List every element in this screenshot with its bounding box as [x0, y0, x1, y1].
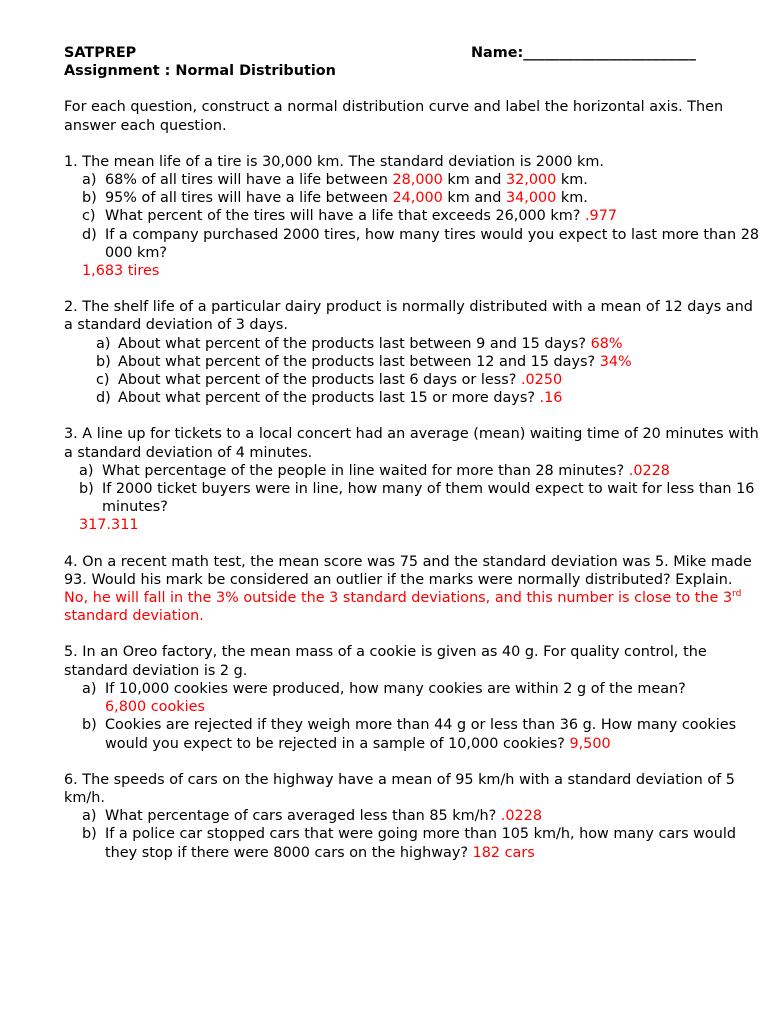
answer: 34,000: [505, 190, 557, 207]
item-text: [105, 716, 764, 752]
question-4-answer: [64, 589, 764, 625]
answer: .977: [584, 208, 618, 225]
answer: 9,500: [569, 735, 611, 752]
item-label: d): [96, 390, 111, 407]
question-2a: [64, 335, 764, 353]
question-6b: [64, 825, 764, 861]
item-label: a): [82, 172, 97, 189]
question-4-stem: 4. On a recent math test, the mean score was 75 and the standard deviation was 5. Mike made 93. Would his mark be considered an outlier if the marks were normally distributed? Explain.: [64, 553, 752, 588]
answer: 24,000: [392, 190, 443, 207]
question-2b: [64, 353, 764, 371]
item-label: a): [79, 462, 94, 479]
item-text: [102, 462, 764, 480]
text-part: km.: [556, 190, 588, 207]
question-3a: [64, 462, 764, 480]
item-label: b): [82, 826, 97, 843]
question-2d: [64, 389, 764, 407]
question-1d: [64, 226, 764, 262]
item-label: b): [96, 353, 111, 370]
answer-text: No, he will fall in the 3% outside the 3 standard deviations, and this number is close to the 3: [64, 590, 733, 607]
answer: 6,800 cookies: [105, 699, 205, 716]
question-5a: [64, 680, 764, 716]
text-part: What percentage of the people in line waited for more than 28 minutes?: [102, 462, 629, 479]
answer: 34%: [599, 353, 632, 370]
question-1b: [64, 189, 764, 207]
question-3b-answer: 317.311: [79, 517, 139, 534]
item-label: b): [82, 190, 97, 207]
question-3b: [64, 480, 764, 516]
item-label: d): [82, 226, 97, 243]
item-label: b): [79, 481, 94, 498]
instructions: For each question, construct a normal distribution curve and label the horizontal axis. Then answer each question.: [64, 99, 724, 134]
text-part: km and: [442, 172, 506, 189]
question-6: [64, 771, 764, 862]
item-label: a): [82, 808, 97, 825]
item-text: [118, 335, 764, 353]
question-1d-answer: 1,683 tires: [82, 263, 160, 280]
item-label: c): [82, 208, 96, 225]
answer: 68%: [590, 335, 623, 352]
item-text: [105, 680, 764, 716]
question-5-stem: 5. In an Oreo factory, the mean mass of a cookie is given as 40 g. For quality control, the standard deviation is 2 g.: [64, 644, 707, 679]
question-4: [64, 553, 764, 626]
item-text: [105, 207, 764, 225]
item-label: c): [96, 372, 110, 389]
answer: 32,000: [505, 172, 557, 189]
answer: .0228: [628, 462, 670, 479]
assignment-title-text: Assignment : Normal Distribution: [64, 63, 336, 80]
item-text: [118, 389, 764, 407]
item-text: [105, 171, 764, 189]
question-2c: [64, 371, 764, 389]
text-part: Cookies are rejected if they weigh more than 44 g or less than 36 g. How many cookies would you expect to be rejected in a sample of 10,000 cookies?: [105, 717, 737, 752]
text-part: What percent of the tires will have a life that exceeds 26,000 km?: [105, 208, 585, 225]
name-field-label: Name:________________________: [471, 45, 696, 61]
answer: .0228: [500, 808, 542, 825]
item-text: [118, 371, 764, 389]
item-label: b): [82, 717, 97, 734]
text-part: What percentage of cars averaged less than 85 km/h?: [105, 808, 501, 825]
text-part: About what percent of the products last 15 or more days?: [118, 390, 540, 407]
answer: 182 cars: [472, 844, 535, 861]
item-text: [118, 353, 764, 371]
text-part: If 10,000 cookies were produced, how many cookies are within 2 g of the mean?: [105, 680, 686, 697]
answer: .0250: [520, 372, 563, 389]
item-label: a): [96, 335, 111, 352]
item-text: [105, 807, 764, 825]
ordinal-suffix: rd: [732, 589, 742, 600]
worksheet: [64, 44, 764, 862]
item-text: If a company purchased 2000 tires, how many tires would you expect to last more than 28 000 km?: [105, 226, 760, 261]
text-part: km.: [556, 172, 588, 189]
question-6a: [64, 807, 764, 825]
question-6-stem: 6. The speeds of cars on the highway have a mean of 95 km/h with a standard deviation of 5 km/h.: [64, 771, 735, 806]
assignment-title: [64, 62, 764, 80]
text-part: About what percent of the products last between 12 and 15 days?: [118, 353, 600, 370]
answer-text: standard deviation.: [64, 608, 204, 625]
question-1c: [64, 207, 764, 225]
answer: 28,000: [392, 172, 443, 189]
question-5: [64, 643, 764, 752]
text-part: 95% of all tires will have a life between: [105, 190, 393, 207]
question-2-stem: 2. The shelf life of a particular dairy product is normally distributed with a mean of 12 days and a standard deviation of 3 days.: [64, 299, 753, 334]
item-text: If 2000 ticket buyers were in line, how many of them would expect to wait for less than 16 minutes?: [102, 481, 755, 516]
text-part: km and: [442, 190, 506, 207]
question-1: [64, 153, 764, 280]
item-label: a): [82, 680, 97, 697]
question-1a: [64, 171, 764, 189]
header: [64, 44, 764, 62]
text-part: If a police car stopped cars that were going more than 105 km/h, how many cars would they stop if there were 8000 cars on the highway?: [105, 826, 736, 861]
question-3-stem: 3. A line up for tickets to a local concert had an average (mean) waiting time of 20 minutes with a standard deviation of 4 minutes.: [64, 426, 759, 461]
item-text: [105, 189, 764, 207]
question-5b: [64, 716, 764, 752]
answer: .16: [539, 390, 563, 407]
item-text: [105, 825, 764, 861]
question-2: [64, 298, 764, 407]
text-part: 68% of all tires will have a life between: [105, 172, 393, 189]
text-part: About what percent of the products last 6 days or less?: [118, 372, 521, 389]
text-part: About what percent of the products last between 9 and 15 days?: [118, 335, 591, 352]
question-1-stem: 1. The mean life of a tire is 30,000 km. The standard deviation is 2000 km.: [64, 153, 604, 170]
course-label: SATPREP: [64, 45, 137, 61]
question-3: [64, 425, 764, 534]
